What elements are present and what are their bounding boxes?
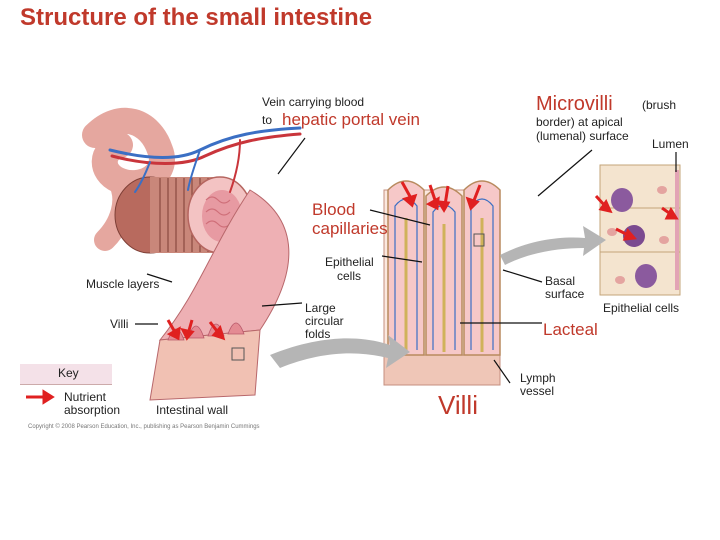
key-nutrient-label-line2: absorption [64, 403, 121, 417]
villi-large-label: Villi [438, 390, 478, 420]
epithelial-cells-mid-label-line2: cells [337, 269, 362, 283]
basal-surface-label-line2: surface [545, 287, 585, 301]
epithelial-cells-illustration [600, 165, 680, 295]
lumen-label: Lumen [652, 137, 689, 151]
lacteal-label: Lacteal [543, 320, 598, 339]
epithelial-cells-mid-label-line1: Epithelial [325, 255, 374, 269]
large-circular-folds-label-line1: Large [305, 301, 336, 315]
key-nutrient-label-line1: Nutrient [64, 390, 107, 404]
intestine-illustration [95, 121, 289, 400]
lymph-vessel-label-line1: Lymph [520, 371, 556, 385]
page-title: Structure of the small intestine [20, 4, 373, 31]
microvilli-label-line3: (lumenal) surface [536, 129, 629, 143]
microvilli-label-line2: border) at apical [536, 115, 623, 129]
basal-surface-label-line1: Basal [545, 274, 576, 288]
epithelial-cells-right-label: Epithelial cells [603, 301, 680, 315]
key-title: Key [58, 366, 79, 380]
vein-label-to: to [262, 113, 273, 127]
copyright-text: Copyright © 2008 Pearson Education, Inc., publishing as Pearson Benjamin Cummings [28, 424, 260, 430]
villi-left-label: Villi [110, 317, 129, 331]
blood-capillaries-label-line1: Blood [312, 200, 356, 219]
blood-capillaries-label-line2: capillaries [312, 219, 388, 238]
microvilli-brush-label: (brush [642, 98, 677, 112]
vein-label-line1: Vein carrying blood [262, 95, 365, 109]
large-circular-folds-label-line3: folds [305, 327, 331, 341]
lymph-vessel-label-line2: vessel [520, 384, 555, 398]
muscle-layers-label: Muscle layers [86, 277, 160, 291]
hepatic-portal-vein-label: hepatic portal vein [282, 110, 420, 129]
microvilli-label: Microvilli [536, 93, 613, 115]
intestinal-wall-label: Intestinal wall [156, 403, 229, 417]
large-circular-folds-label-line2: circular [305, 314, 344, 328]
